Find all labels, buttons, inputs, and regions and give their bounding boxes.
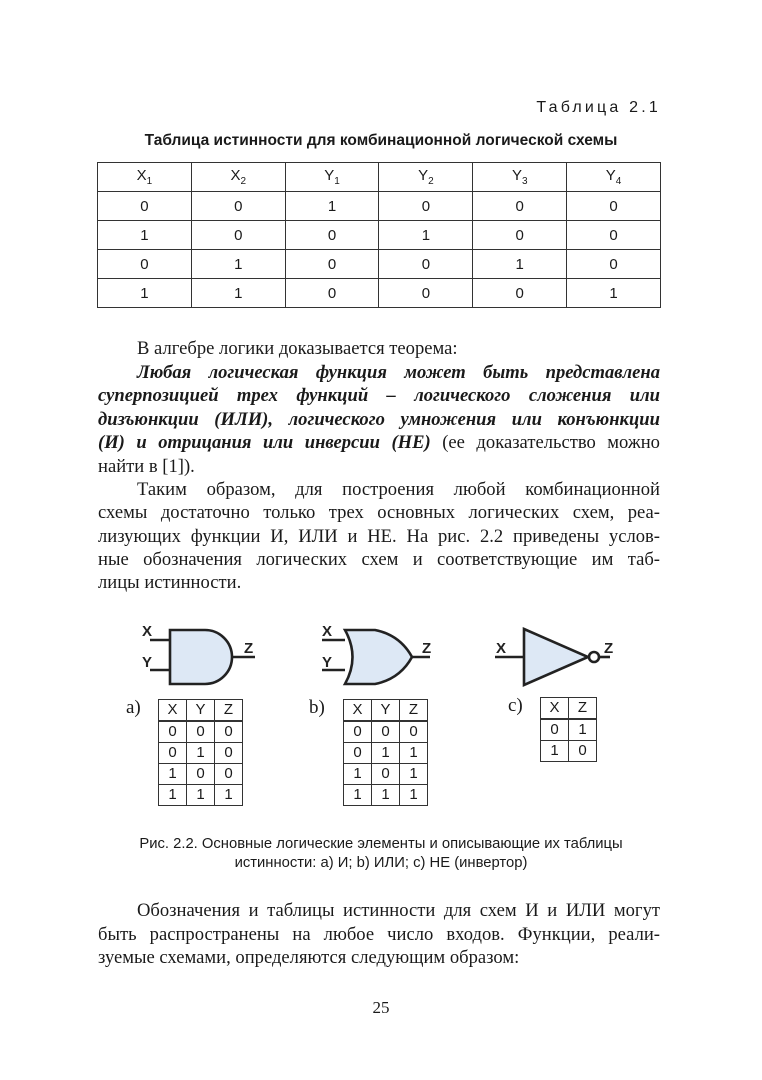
- header-subscript: 4: [615, 176, 622, 187]
- header-var: Y: [324, 167, 335, 184]
- text-line: [98, 385, 660, 407]
- table-cell: 1: [215, 785, 243, 806]
- table-cell: 0: [285, 221, 379, 250]
- table-cell: 0: [344, 721, 372, 743]
- text: В алгебре логики доказывается теорема:: [137, 338, 458, 359]
- table-cell: 0: [569, 741, 597, 762]
- emphasized-text: Любая логическая функция может быть представлена: [137, 362, 660, 383]
- text: зуемые схемами, определяются следующим образом:: [98, 947, 520, 968]
- table-cell: 1: [191, 279, 285, 308]
- text-line: [137, 362, 660, 384]
- header-subscript: 2: [428, 176, 434, 187]
- table-cell: 0: [379, 192, 473, 221]
- table-cell: 1: [569, 719, 597, 741]
- table-header-row: [541, 698, 597, 720]
- and-input-x-label: X: [142, 623, 153, 640]
- table-cell: 1: [473, 250, 567, 279]
- header-subscript: 1: [334, 176, 340, 187]
- table-cell: 0: [473, 279, 567, 308]
- table-cell: 0: [473, 221, 567, 250]
- table-header-row: [159, 700, 243, 722]
- text-line: [98, 502, 660, 524]
- table-cell: 1: [98, 221, 192, 250]
- or-gate: [322, 630, 430, 684]
- table-cell: 0: [567, 250, 661, 279]
- table-cell: 1: [567, 279, 661, 308]
- text-line: [98, 432, 660, 454]
- text: (ее доказательство можно: [430, 432, 660, 453]
- table-row: [159, 764, 243, 785]
- header-cell: Z: [569, 698, 597, 720]
- header-var: Y: [605, 167, 616, 184]
- table-cell: 0: [400, 721, 428, 743]
- table-row: [344, 785, 428, 806]
- table-cell: 1: [372, 743, 400, 764]
- text-line: [98, 526, 660, 548]
- table-cell: 1: [187, 743, 215, 764]
- header-var: X: [230, 167, 241, 184]
- header-cell: X: [344, 700, 372, 722]
- header-cell: [285, 163, 379, 192]
- table-header-row: [98, 163, 661, 192]
- emphasized-text: дизъюнкции (ИЛИ), логического умножения или конъюнкции: [98, 409, 660, 430]
- text-line: [98, 572, 660, 594]
- table-cell: 1: [159, 785, 187, 806]
- header-cell: [567, 163, 661, 192]
- table-cell: 0: [215, 743, 243, 764]
- header-subscript: 3: [521, 176, 528, 187]
- text: Таким образом, для построения любой комбинационной: [137, 479, 660, 500]
- text-line: [137, 900, 660, 922]
- table-cell: 0: [159, 743, 187, 764]
- table-row: [159, 743, 243, 764]
- emphasized-text: суперпозицией трех функций – логического сложения или: [98, 385, 660, 406]
- and-gate: [150, 630, 255, 684]
- table-cell: 0: [567, 192, 661, 221]
- text-line: [98, 409, 660, 431]
- table-row: [344, 764, 428, 785]
- not-output-z-label: Z: [604, 640, 614, 657]
- text-line: [98, 549, 660, 571]
- table-row: [344, 721, 428, 743]
- table-cell: 0: [541, 719, 569, 741]
- table-cell: 0: [285, 250, 379, 279]
- text: схемы достаточно только трех основных логических схем, реа-: [98, 502, 660, 523]
- table-row: [98, 221, 661, 250]
- table-cell: 1: [379, 221, 473, 250]
- table-cell: 1: [372, 785, 400, 806]
- logic-gates-figure: [0, 600, 762, 700]
- and-output-z-label: Z: [244, 640, 254, 657]
- text: лизующих функции И, ИЛИ и НЕ. На рис. 2.2 приведены услов-: [98, 526, 660, 547]
- text: Обозначения и таблицы истинности для схем И и ИЛИ могут: [137, 900, 660, 921]
- table-row: [344, 743, 428, 764]
- table-cell: 0: [187, 764, 215, 785]
- table-cell: 1: [400, 785, 428, 806]
- header-cell: Z: [215, 700, 243, 722]
- text-line: [137, 479, 660, 501]
- header-cell: X: [159, 700, 187, 722]
- gate-truth-table: [158, 699, 243, 806]
- table-cell: 0: [372, 764, 400, 785]
- table-header-row: [344, 700, 428, 722]
- and-input-y-label: Y: [142, 654, 153, 671]
- or-input-x-label: X: [322, 623, 333, 640]
- text-line: [98, 947, 660, 969]
- table-cell: 1: [400, 764, 428, 785]
- figure-caption-line-2: истинности: а) И; b) ИЛИ; с) НЕ (инвертор): [234, 855, 528, 871]
- table-cell: 0: [379, 279, 473, 308]
- table-cell: 0: [372, 721, 400, 743]
- table-cell: 0: [567, 221, 661, 250]
- text: ные обозначения логических схем и соответствующие им таб-: [98, 549, 660, 570]
- table-cell: 1: [541, 741, 569, 762]
- table-row: [541, 741, 597, 762]
- text: быть распространены на любое число входов. Функции, реали-: [98, 924, 660, 945]
- table-number: Таблица 2.1: [536, 99, 661, 116]
- text-line: [137, 338, 660, 360]
- header-var: Y: [511, 167, 522, 184]
- table-cell: 0: [98, 250, 192, 279]
- table-row: [541, 719, 597, 741]
- header-cell: [473, 163, 567, 192]
- table-cell: 0: [191, 221, 285, 250]
- subfigure-label: a): [126, 697, 141, 718]
- gate-truth-table: [343, 699, 428, 806]
- table-cell: 1: [344, 785, 372, 806]
- header-subscript: 1: [146, 176, 153, 187]
- text-line: [98, 924, 660, 946]
- subfigure-label: b): [309, 697, 325, 718]
- header-cell: X: [541, 698, 569, 720]
- table-cell: 0: [98, 192, 192, 221]
- text: лицы истинности.: [98, 572, 242, 593]
- figure-caption-line-1: Рис. 2.2. Основные логические элементы и описывающие их таблицы: [139, 836, 623, 852]
- page-number: 25: [372, 998, 390, 1017]
- table-cell: 0: [187, 721, 215, 743]
- table-row: [98, 192, 661, 221]
- table-cell: 0: [215, 721, 243, 743]
- not-gate: [495, 629, 610, 685]
- table-cell: 0: [344, 743, 372, 764]
- table-cell: 1: [187, 785, 215, 806]
- table-row: [98, 279, 661, 308]
- table-cell: 1: [191, 250, 285, 279]
- subfigure-label: c): [508, 695, 523, 716]
- header-cell: Z: [400, 700, 428, 722]
- table-row: [98, 250, 661, 279]
- header-cell: [379, 163, 473, 192]
- header-subscript: 2: [240, 176, 247, 187]
- truth-table: [97, 162, 661, 308]
- text-line: [98, 456, 660, 478]
- table-cell: 1: [98, 279, 192, 308]
- table-cell: 1: [344, 764, 372, 785]
- emphasized-text: (И) и отрицания или инверсии (НЕ): [98, 432, 431, 453]
- header-cell: [98, 163, 192, 192]
- table-cell: 0: [379, 250, 473, 279]
- table-cell: 0: [285, 279, 379, 308]
- or-input-y-label: Y: [322, 654, 333, 671]
- header-cell: Y: [187, 700, 215, 722]
- header-cell: Y: [372, 700, 400, 722]
- table-cell: 1: [159, 764, 187, 785]
- not-input-x-label: X: [496, 640, 507, 657]
- table-cell: 0: [191, 192, 285, 221]
- table-cell: 0: [215, 764, 243, 785]
- header-var: Y: [418, 167, 429, 184]
- table-row: [159, 721, 243, 743]
- table-cell: 0: [159, 721, 187, 743]
- table-row: [159, 785, 243, 806]
- table-cell: 1: [285, 192, 379, 221]
- or-output-z-label: Z: [422, 640, 432, 657]
- header-var: X: [136, 167, 147, 184]
- table-title: Таблица истинности для комбинационной логической схемы: [144, 132, 618, 149]
- gate-truth-table: [540, 697, 597, 762]
- table-cell: 1: [400, 743, 428, 764]
- text: найти в [1]).: [98, 456, 195, 477]
- header-cell: [191, 163, 285, 192]
- table-cell: 0: [473, 192, 567, 221]
